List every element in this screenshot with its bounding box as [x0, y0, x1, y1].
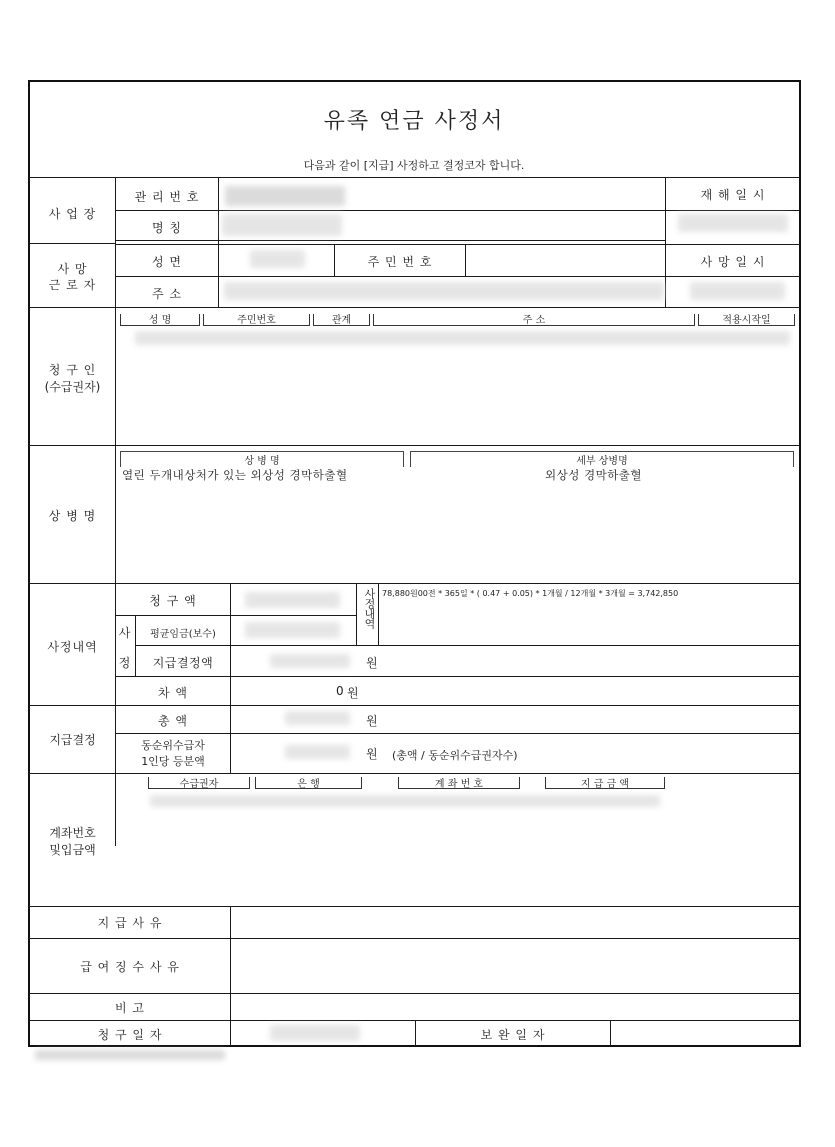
col-line	[356, 583, 357, 645]
decided-amount-won: 원	[366, 656, 379, 670]
accident-datetime-label: 재 해 일 시	[700, 188, 766, 202]
claimant-col-address: 주 소	[522, 315, 546, 326]
per-person-note: (총액 / 동순위수급권자수)	[392, 749, 518, 762]
row-line	[115, 210, 800, 211]
account-col-recipient: 수급권자	[179, 779, 219, 790]
redacted-claim-amount	[245, 592, 340, 608]
header-divider	[28, 177, 800, 178]
col-line	[230, 583, 231, 773]
claimant-col-relation: 관계	[331, 315, 352, 326]
claim-amount-label: 청 구 액	[149, 594, 197, 608]
worker-address-label: 주 소	[152, 287, 182, 301]
row-line	[28, 993, 800, 994]
claimant-section-label-2: (수급권자)	[44, 380, 101, 394]
redacted-account-row	[150, 795, 660, 807]
form-subtitle: 다음과 같이 [지급] 사정하고 결정코자 합니다.	[303, 159, 525, 172]
row-line	[28, 705, 800, 706]
assessment-formula: 78,880원00전 * 365일 * ( 0.47 + 0.05) * 1개월 / 12개월 * 3개월 = 3,742,850	[382, 589, 679, 598]
claimant-col-rrn: 주민번호	[237, 315, 276, 326]
death-datetime-label: 사 망 일 시	[700, 255, 766, 269]
redacted-worker-address	[224, 282, 664, 300]
col-line	[610, 1020, 611, 1046]
worker-name-label: 성 면	[152, 255, 182, 269]
assessment-detail-vertical: 사정내역	[363, 588, 376, 628]
redacted-claimant-row	[135, 331, 790, 345]
per-person-won: 원	[366, 747, 379, 761]
restrict-reason-label: 급 여 징 수 사 유	[80, 960, 180, 974]
decided-amount-label: 지급결정액	[152, 656, 214, 670]
redacted-business-name	[222, 214, 342, 236]
row-line	[115, 676, 800, 677]
col-line	[230, 906, 231, 1046]
total-won: 원	[366, 714, 379, 728]
injury-section-label: 상 병 명	[48, 509, 97, 523]
avg-wage-label: 평균임금(보수)	[150, 629, 216, 640]
row-line	[28, 773, 800, 774]
row-line	[28, 243, 116, 244]
claim-date-label: 청 구 일 자	[97, 1028, 163, 1042]
redacted-death-datetime	[690, 282, 785, 300]
row-line	[115, 244, 800, 245]
worker-rrn-label: 주 민 번 호	[367, 255, 433, 269]
col-line	[465, 244, 466, 276]
form-title: 유족 연금 사정서	[323, 109, 505, 134]
row-line	[115, 240, 665, 241]
account-section-label-1: 계좌번호	[49, 826, 96, 840]
row-line	[115, 276, 800, 277]
col-line	[378, 583, 379, 645]
row-line	[115, 615, 357, 616]
assessment-side-label-2: 정	[118, 656, 132, 670]
account-section-label-2: 및입금액	[49, 843, 96, 857]
injury-col-detail: 세부 상병명	[576, 456, 628, 467]
redacted-worker-name	[250, 250, 305, 268]
claimant-col-start: 적용시작일	[722, 315, 771, 326]
payment-decision-label: 지급결정	[49, 733, 96, 747]
assessment-side-label-1: 사	[118, 626, 132, 640]
col-divider-label	[218, 177, 219, 307]
row-line	[28, 445, 800, 446]
row-line	[28, 307, 800, 308]
row-line	[28, 938, 800, 939]
injury-name-value: 열린 두개내상처가 있는 외상성 경막하출혈	[122, 468, 348, 482]
row-line	[28, 583, 800, 584]
redacted-total	[285, 711, 350, 725]
pay-reason-label: 지 급 사 유	[97, 916, 163, 930]
injury-col-name: 상 병 명	[244, 456, 280, 467]
row-line	[135, 645, 800, 646]
business-section-label: 사 업 장	[48, 207, 97, 221]
account-col-amount: 지 급 금 액	[580, 779, 630, 790]
per-person-label-1: 동순위수급자	[141, 739, 205, 752]
injury-detail-value: 외상성 경막하출혈	[545, 468, 643, 482]
redacted-avg-wage	[245, 622, 340, 638]
outer-border-top	[28, 80, 801, 82]
col-divider-right	[665, 177, 666, 307]
total-label: 총 액	[158, 714, 188, 728]
worker-section-label-2: 근 로 자	[48, 278, 97, 292]
supplement-date-label: 보 완 일 자	[480, 1028, 546, 1042]
col-divider-main	[115, 177, 116, 846]
row-line	[28, 906, 800, 907]
redacted-mgmt-no	[225, 186, 345, 206]
diff-label: 차 액	[158, 686, 188, 700]
col-line	[334, 244, 335, 276]
remarks-label: 비 고	[115, 1001, 145, 1015]
assessment-section-label: 사정내역	[47, 640, 98, 654]
redacted-accident-datetime	[678, 214, 788, 232]
redacted-claim-date	[270, 1025, 360, 1041]
outer-border-left	[28, 80, 30, 1046]
outer-border-right	[799, 80, 801, 1046]
account-col-account: 계 좌 번 호	[434, 779, 484, 790]
business-name-label: 명 칭	[152, 221, 182, 235]
row-line	[115, 733, 800, 734]
diff-won: 원	[347, 686, 360, 700]
redacted-per-person	[285, 745, 350, 759]
worker-section-label-1: 사 망	[57, 262, 88, 276]
per-person-label-2: 1인당 등분액	[141, 755, 205, 768]
claimant-col-name: 성 명	[148, 315, 172, 326]
row-line	[28, 1020, 800, 1021]
diff-value: 0	[336, 684, 344, 698]
account-col-bank: 은 행	[297, 779, 320, 790]
mgmt-no-label: 관 리 번 호	[134, 190, 200, 204]
redacted-footer-note	[35, 1050, 225, 1060]
claimant-section-label-1: 청 구 인	[48, 363, 97, 377]
redacted-decided-amount	[270, 654, 350, 668]
